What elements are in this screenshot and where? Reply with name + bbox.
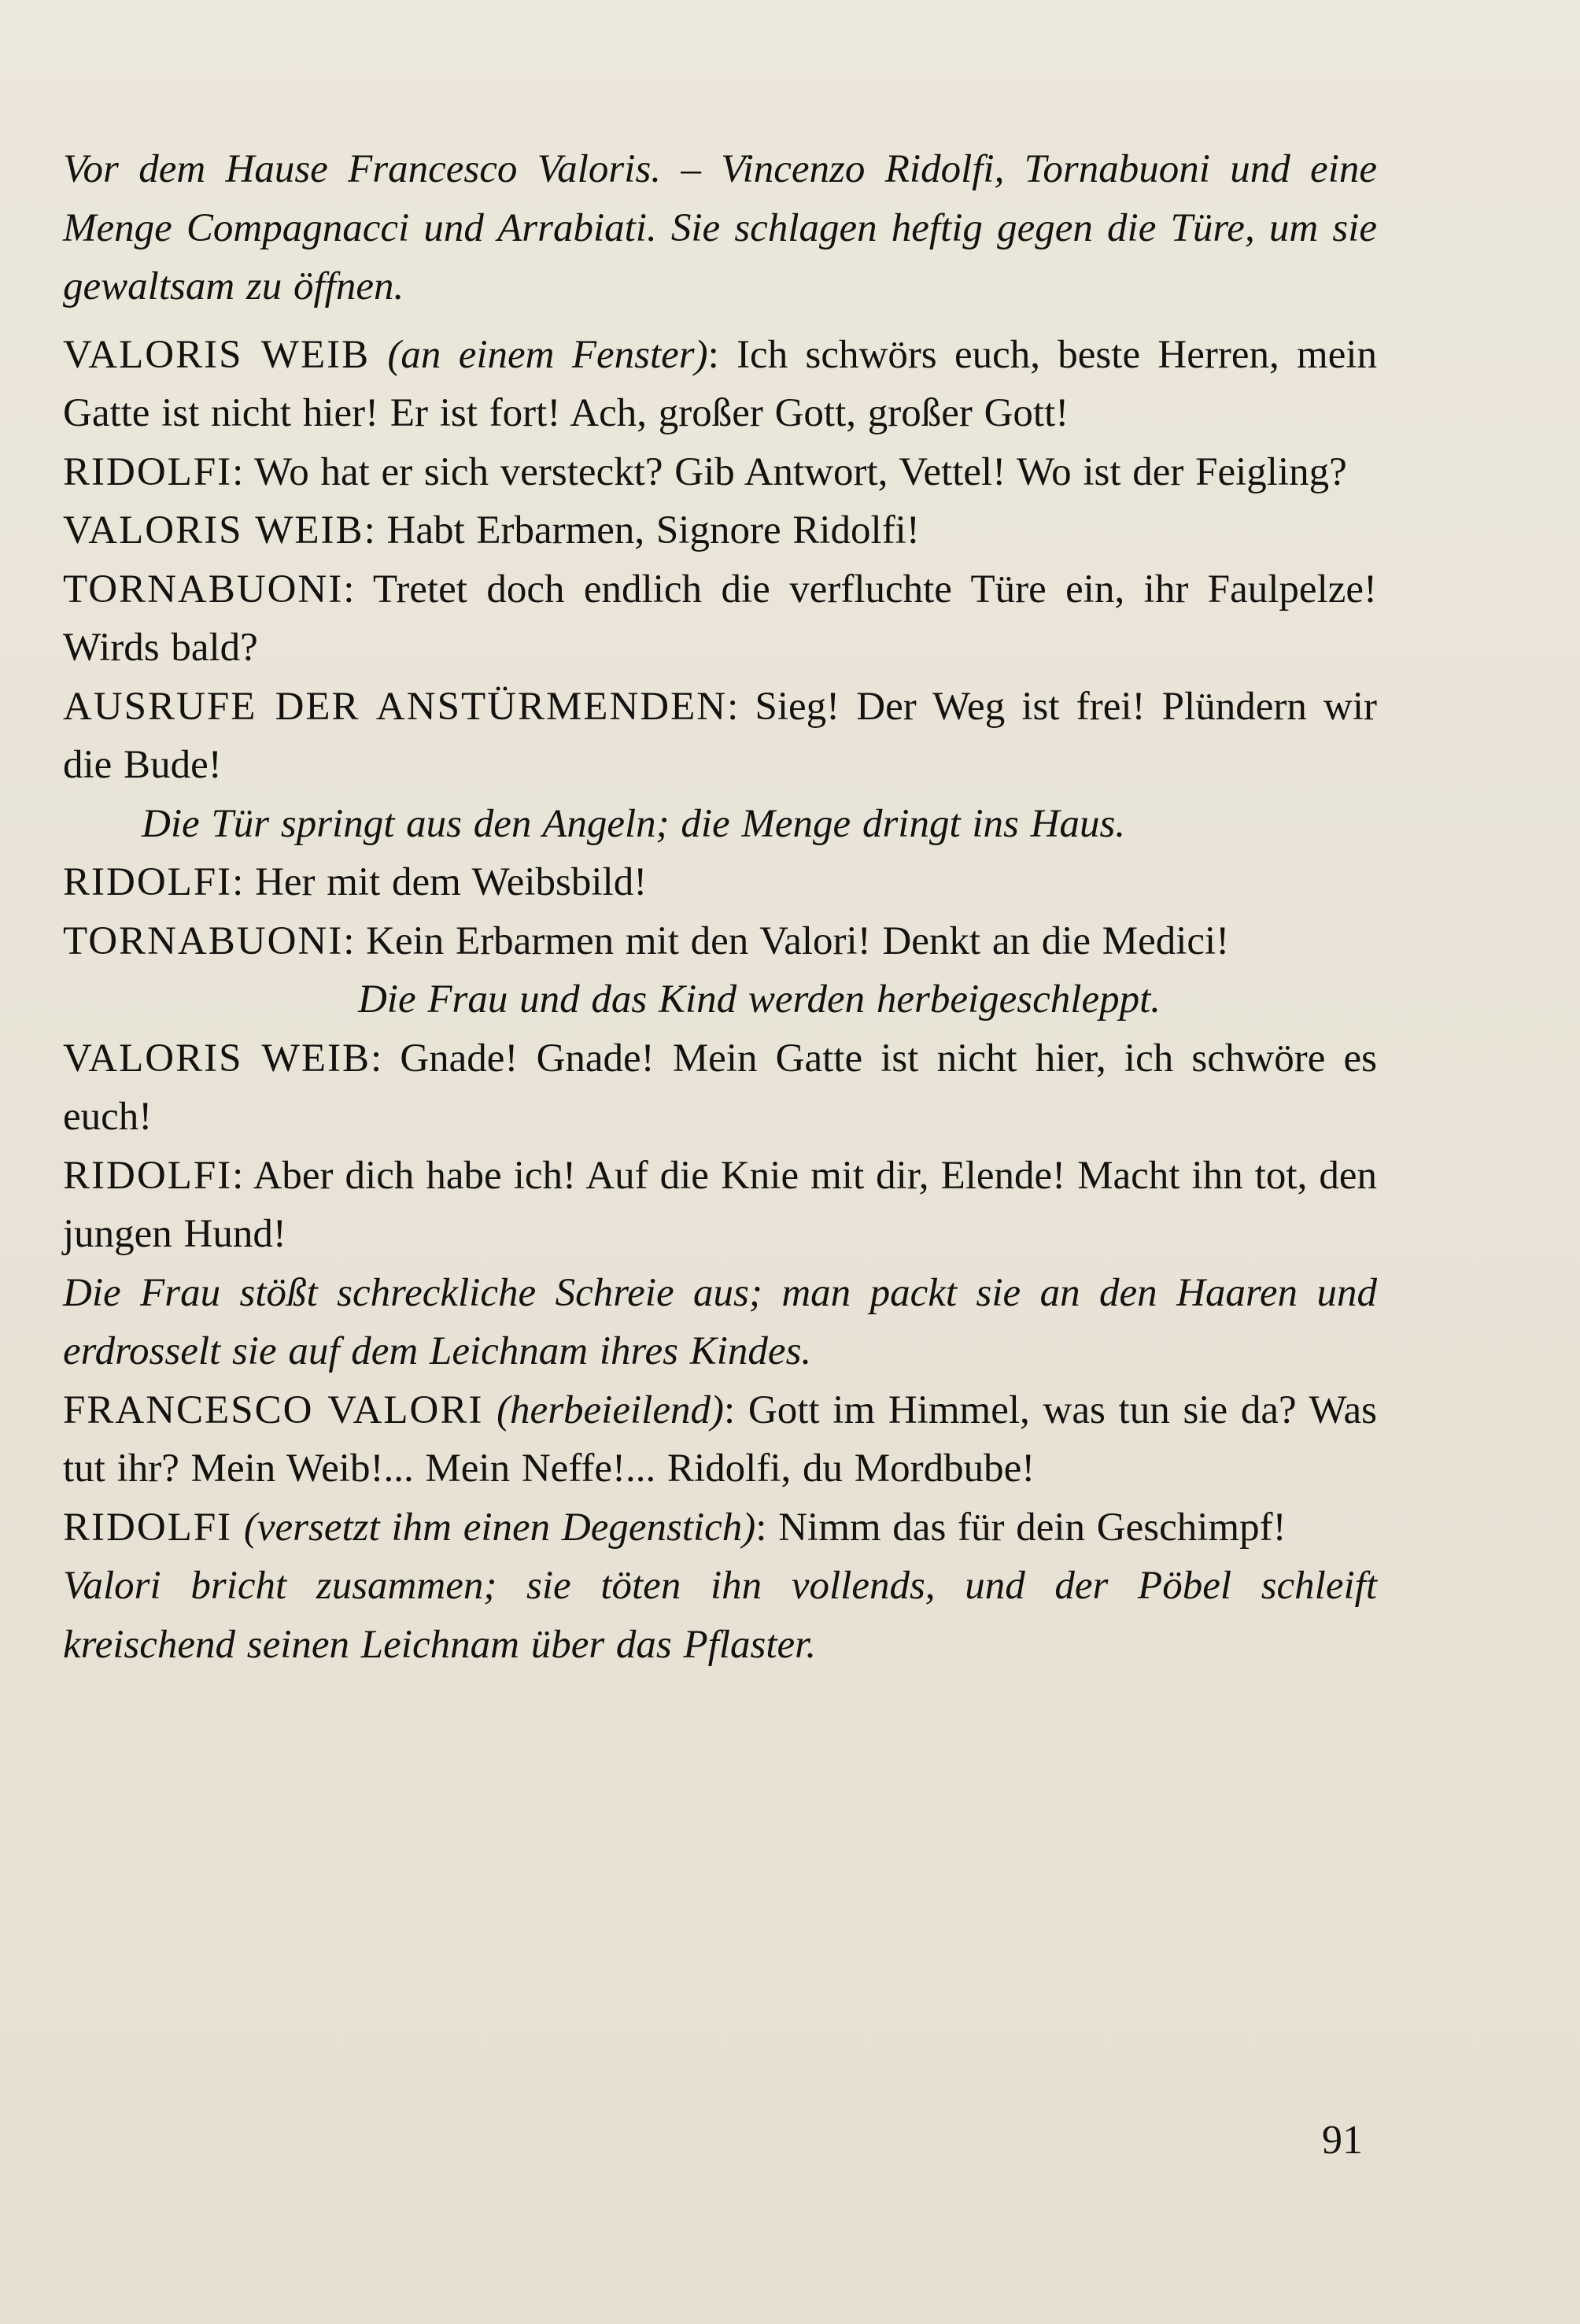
speech-paragraph (63, 912, 1377, 971)
speaker-name: VALORIS WEIB (63, 508, 364, 552)
speaker-name: AUSRUFE DER ANSTÜRMENDEN (63, 684, 728, 729)
stage-direction: Die Frau stößt schreckliche Schreie aus; man packt sie an den Haaren und erdrosselt sie auf dem Leichnam ihres Kindes. (63, 1270, 1377, 1373)
speech-text: : Her mit dem Weibsbild! (232, 860, 648, 904)
speech-text: : Aber dich habe ich! Auf die Knie mit dir, Elende! Macht ihn tot, den jungen Hund! (63, 1153, 1377, 1256)
speech-text: : Gott im Himmel, was tun sie da? Was tut ihr? Mein Weib!... Mein Neffe!... Ridolfi, du Mordbube! (63, 1387, 1377, 1491)
speech-text: : Sieg! Der Weg ist frei! Plündern wir die Bude! (63, 684, 1377, 787)
speaker-name: TORNABUONI (63, 918, 344, 963)
speech-text: : Wo hat er sich versteckt? Gib Antwort, Vettel! Wo ist der Feigling? (232, 449, 1347, 494)
speech-text: : Nimm das für dein Geschimpf! (755, 1505, 1287, 1550)
text-block (63, 140, 1377, 1674)
stage-direction: Die Tür springt aus den Angeln; die Menge dringt ins Haus. (142, 801, 1126, 846)
speaker-name: RIDOLFI (63, 860, 233, 904)
speech-paragraph (63, 1147, 1377, 1264)
speech-text: : Gnade! Gnade! Mein Gatte ist nicht hier, ich schwöre es euch! (63, 1036, 1377, 1139)
speech-paragraph (63, 853, 1377, 912)
speaker-name: RIDOLFI (63, 1153, 233, 1198)
speaker-name: VALORIS WEIB (63, 332, 371, 377)
speech-paragraph (63, 326, 1377, 443)
speech-paragraph (63, 678, 1377, 795)
speaker-name: RIDOLFI (63, 449, 233, 494)
inline-direction: (herbeieilend) (497, 1387, 724, 1432)
speaker-name: VALORIS WEIB (63, 1036, 371, 1081)
inline-direction: (versetzt ihm einen Degenstich) (243, 1505, 756, 1550)
stage-direction: Valori bricht zusammen; sie töten ihn vollends, und der Pöbel schleift kreischend seinen Leichnam über das Pflaster. (63, 1564, 1377, 1667)
speech-paragraph (63, 1029, 1377, 1147)
speech-paragraph (63, 501, 1377, 560)
speech-text: : Ich schwörs euch, beste Herren, mein Gatte ist nicht hier! Er ist fort! Ach, großer Gott, großer Gott! (63, 332, 1377, 435)
speech-text: : Kein Erbarmen mit den Valori! Denkt an die Medici! (343, 918, 1230, 963)
stage-direction: Die Frau und das Kind werden herbeigeschleppt. (357, 977, 1161, 1022)
speech-paragraph (63, 1381, 1377, 1498)
stage-direction: Vor dem Hause Francesco Valoris. – Vincenzo Ridolfi, Tornabuoni und eine Menge Compagnacci und Arrabiati. Sie schlagen heftig gegen die Türe, um sie gewaltsam zu öffnen. (63, 147, 1377, 309)
speaker-name: FRANCESCO VALORI (63, 1387, 484, 1432)
speech-text: : Tretet doch endlich die verfluchte Türe ein, ihr Faulpelze! Wirds bald? (63, 567, 1377, 670)
speech-text: : Habt Erbarmen, Signore Ridolfi! (364, 508, 920, 552)
speech-paragraph (63, 1498, 1377, 1557)
page-number: 91 (1322, 2118, 1363, 2163)
speech-paragraph (63, 443, 1377, 502)
inline-direction: (an einem Fenster) (387, 332, 708, 377)
speaker-name: TORNABUONI (63, 567, 344, 611)
speech-paragraph (63, 560, 1377, 678)
speaker-name: RIDOLFI (63, 1505, 233, 1550)
